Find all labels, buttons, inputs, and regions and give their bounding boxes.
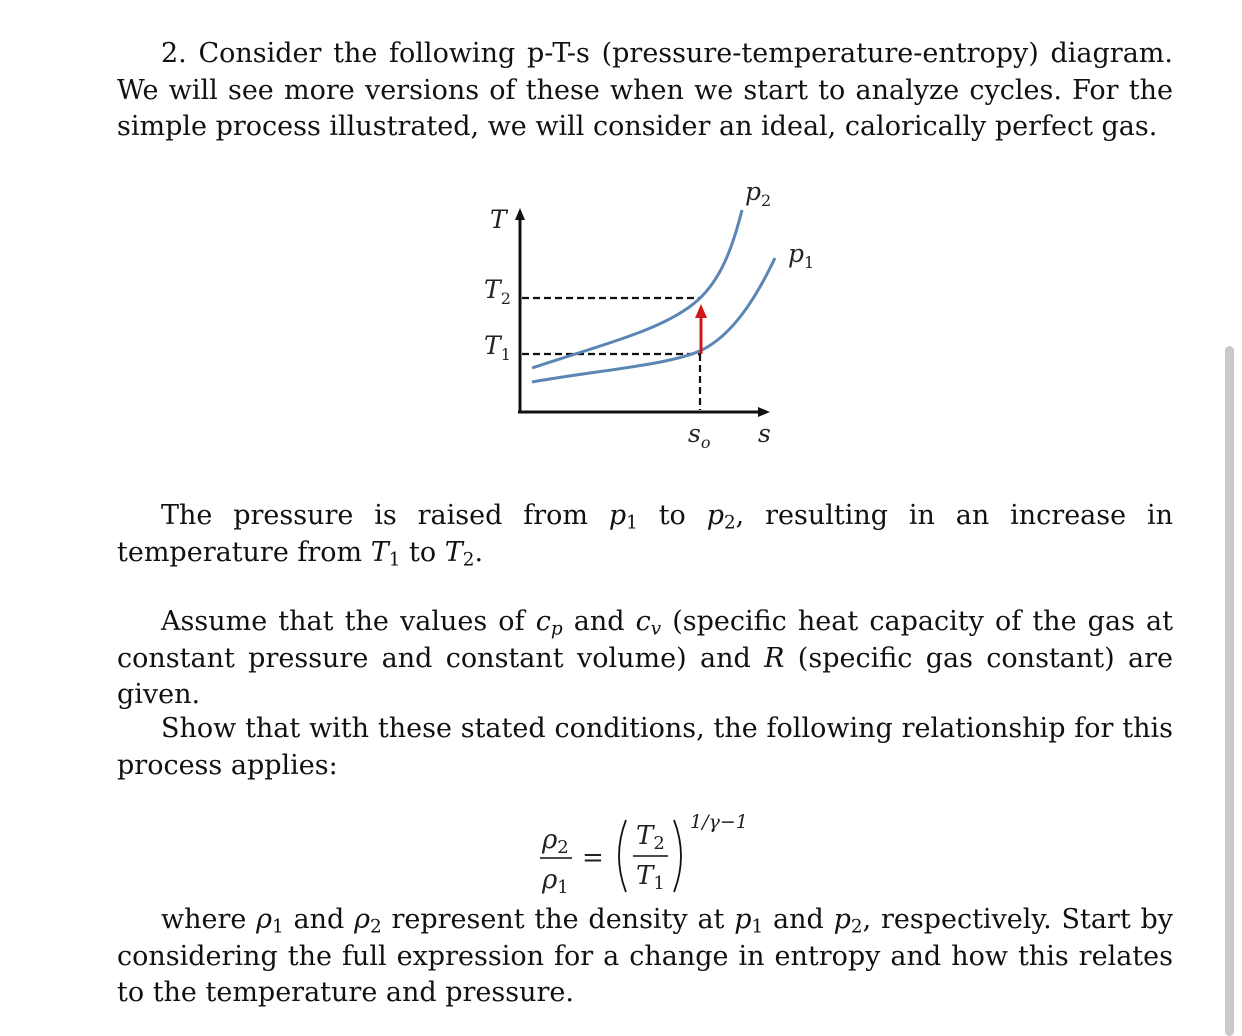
p1-label: $p_1$ [788, 239, 815, 272]
intro-text: Consider the following p-T-s (pressure-temperature-entropy) diagram. We will see more versions of these when we start to analyze cycles. For the simple process illustrated, we will consider an ideal, calorically perfect gas. [117, 38, 1173, 142]
equation-svg [530, 808, 790, 898]
density-temperature-equation [530, 808, 790, 898]
process-arrowhead [695, 304, 707, 318]
rhs-numerator: T2 [636, 821, 665, 854]
t-axis-label: T [490, 205, 507, 234]
pts-diagram-svg [470, 170, 815, 470]
problem-intro [117, 36, 1173, 146]
t-axis-arrowhead [515, 208, 525, 220]
s-axis-label: s [758, 419, 771, 448]
lhs-numerator: ρ2 [542, 825, 569, 858]
problem-number: 2. [161, 38, 187, 69]
s-axis-arrowhead [758, 407, 770, 417]
t2-label: $T_2$ [484, 275, 511, 308]
pressure-statement: The pressure is raised from $p_1$ to $p_2$, resulting in an increase in temperature from $T_1$ to $T_2$. [117, 500, 1173, 571]
equals-sign: = [582, 843, 604, 873]
where-statement: where $\rho_1$ and $\rho_2$ represent the density at $p_1$ and $p_2$, respectively. Start by considering the full expression for a change in entropy and how this relates to the temperature and pressure. [117, 904, 1174, 1008]
exponent: 1/γ−1 [690, 811, 748, 833]
vertical-scrollbar-thumb[interactable] [1225, 346, 1234, 1036]
left-paren [619, 820, 626, 892]
p2-label: $p_2$ [745, 177, 772, 210]
pts-diagram [470, 170, 815, 470]
right-paren [674, 820, 681, 892]
show-that-statement: Show that with these stated conditions, the following relationship for this process applies: [117, 713, 1173, 781]
assumption-statement: Assume that the values of $c_p$ and $c_v$ (specific heat capacity of the gas at constant pressure and constant volume) and R (specific gas constant) are given. [117, 606, 1173, 710]
rhs-denominator: T1 [636, 861, 665, 894]
lhs-denominator: ρ1 [542, 865, 569, 898]
t1-label: $T_1$ [484, 331, 511, 364]
s0-label: $s_o$ [688, 419, 711, 452]
p1-isobar [532, 258, 775, 382]
